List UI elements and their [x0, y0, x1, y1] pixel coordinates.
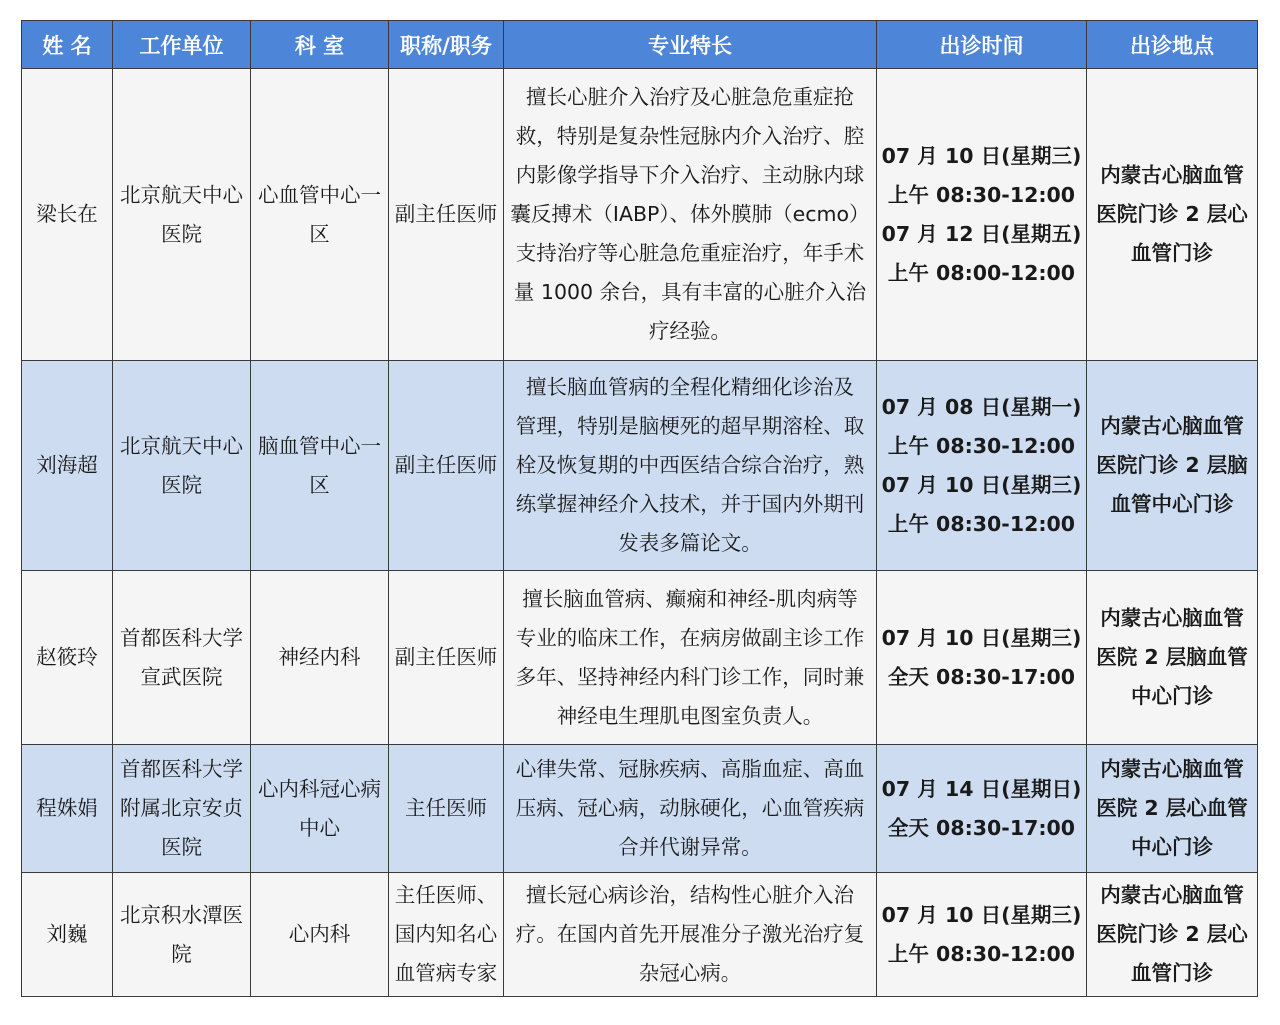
- cell-name-text: [22, 195, 112, 234]
- cell-specialty-text: [504, 368, 876, 563]
- cell-location-line: 医院 2 层心血管: [1096, 796, 1248, 820]
- cell-time-line: 上午 08:30-12:00: [887, 941, 1076, 966]
- cell-location-line: 中心门诊: [1131, 684, 1213, 708]
- cell-time: [877, 873, 1087, 997]
- cell-specialty-line: 压病、冠心病，动脉硬化，心血管疾病: [515, 796, 865, 820]
- cell-dept: [251, 745, 389, 873]
- cell-specialty: [504, 745, 877, 873]
- cell-name-line: 刘巍: [46, 922, 88, 946]
- cell-dept-line: 区: [309, 221, 330, 246]
- cell-unit-text: [113, 619, 250, 697]
- cell-title: [389, 745, 504, 873]
- cell-time: [877, 69, 1087, 361]
- cell-title-line: 副主任医师: [394, 645, 498, 669]
- cell-dept-text: [251, 427, 388, 505]
- cell-title: [389, 69, 504, 361]
- cell-specialty-line: 栓及恢复期的中西医结合综合治疗，熟: [515, 453, 865, 477]
- cell-unit-line: 北京积水潭医: [120, 902, 243, 927]
- cell-unit: [113, 69, 251, 361]
- cell-title: [389, 361, 504, 571]
- table-row: [22, 873, 1258, 997]
- cell-location: [1087, 873, 1258, 997]
- cell-dept-text: [251, 638, 388, 677]
- cell-specialty: [504, 69, 877, 361]
- cell-location-line: 内蒙古心脑血管: [1100, 883, 1244, 907]
- cell-unit-text: [113, 176, 250, 254]
- cell-specialty: [504, 571, 877, 745]
- cell-name-text: [22, 915, 112, 954]
- cell-dept-line: 中心: [299, 815, 340, 840]
- cell-specialty-line: 量 1000 余台，具有丰富的心脏介入治: [513, 280, 867, 304]
- table-header-row: [22, 21, 1258, 69]
- cell-specialty-line: 专业的临床工作，在病房做副主诊工作: [515, 625, 865, 650]
- cell-specialty-line: 内影像学指导下介入治疗、主动脉内球: [515, 163, 865, 187]
- cell-unit: [113, 873, 251, 997]
- cell-location-line: 医院门诊 2 层心: [1096, 922, 1248, 946]
- cell-unit-line: 医院: [161, 472, 202, 497]
- cell-dept: [251, 69, 389, 361]
- cell-location-text: [1087, 407, 1257, 524]
- cell-time-line: 07 月 08 日(星期一): [881, 394, 1082, 419]
- cell-specialty-text: [504, 580, 876, 736]
- cell-name: [22, 873, 113, 997]
- cell-title-line: 血管病专家: [394, 961, 498, 985]
- cell-dept: [251, 571, 389, 745]
- cell-time-line: 07 月 12 日(星期五): [881, 221, 1082, 246]
- header-unit: 工作单位: [113, 21, 251, 69]
- header-name: 姓 名: [22, 21, 113, 69]
- cell-specialty-line: 神经电生理肌电图室负责人。: [556, 703, 824, 728]
- table-row: [22, 745, 1258, 873]
- cell-specialty-line: 救，特别是复杂性冠脉内介入治疗、腔: [515, 124, 865, 148]
- cell-location-line: 医院门诊 2 层心: [1096, 202, 1248, 226]
- cell-unit: [113, 361, 251, 571]
- header-title: 职称/职务: [389, 21, 504, 69]
- header-time: 出诊时间: [877, 21, 1087, 69]
- cell-location-line: 医院 2 层脑血管: [1096, 645, 1248, 669]
- cell-unit-line: 医院: [161, 221, 202, 246]
- cell-specialty-line: 合并代谢异常。: [618, 835, 762, 859]
- cell-time-line: 上午 08:30-12:00: [887, 182, 1076, 207]
- cell-unit-text: [113, 896, 250, 974]
- table-row: [22, 69, 1258, 361]
- cell-time-line: 上午 08:00-12:00: [887, 260, 1076, 285]
- cell-title-text: [389, 876, 503, 993]
- cell-specialty-line: 擅长脑血管病的全程化精细化诊治及: [526, 375, 854, 399]
- cell-unit-line: 北京航天中心: [120, 433, 243, 458]
- cell-specialty-line: 杂冠心病。: [638, 961, 742, 985]
- cell-specialty-line: 擅长脑血管病、癫痫和神经-肌肉病等: [522, 586, 858, 611]
- cell-specialty-line: 擅长心脏介入治疗及心脏急危重症抢: [526, 85, 854, 109]
- cell-unit: [113, 745, 251, 873]
- cell-specialty-line: 心律失常、冠脉疾病、高脂血症、高血: [515, 757, 865, 781]
- cell-title: [389, 873, 504, 997]
- cell-location-line: 血管门诊: [1131, 241, 1213, 265]
- cell-specialty: [504, 361, 877, 571]
- cell-title-line: 主任医师: [405, 796, 487, 820]
- cell-unit-line: 北京航天中心: [120, 182, 243, 207]
- cell-time-text: [877, 388, 1086, 544]
- cell-unit-line: 医院: [161, 835, 202, 859]
- cell-location-text: [1087, 599, 1257, 716]
- cell-time-text: [877, 896, 1086, 974]
- cell-name-text: [22, 446, 112, 485]
- cell-specialty-line: 练掌握神经介入技术，并于国内外期刊: [515, 492, 865, 516]
- cell-location-text: [1087, 876, 1257, 993]
- cell-time-line: 上午 08:30-12:00: [887, 433, 1076, 458]
- cell-dept-line: 神经内科: [278, 645, 361, 669]
- cell-specialty-line: 疗。在国内首先开展准分子激光治疗复: [515, 922, 865, 946]
- cell-dept-line: 心内科: [288, 922, 351, 946]
- table-row: [22, 571, 1258, 745]
- cell-specialty-text: [504, 78, 876, 351]
- cell-unit-line: 首都医科大学: [120, 625, 243, 650]
- cell-dept-text: [251, 176, 388, 254]
- table-row: [22, 361, 1258, 571]
- cell-name-text: [22, 789, 112, 828]
- header-location: 出诊地点: [1087, 21, 1258, 69]
- cell-dept: [251, 873, 389, 997]
- cell-specialty-line: 发表多篇论文。: [618, 531, 762, 555]
- cell-unit-line: 院: [171, 941, 192, 966]
- cell-location-line: 中心门诊: [1131, 835, 1213, 859]
- cell-location: [1087, 361, 1258, 571]
- cell-time-line: 全天 08:30-17:00: [887, 815, 1076, 840]
- cell-unit-text: [113, 427, 250, 505]
- cell-unit-line: 宣武医院: [140, 664, 223, 689]
- cell-location-line: 血管中心门诊: [1110, 492, 1234, 516]
- cell-dept-text: [251, 915, 388, 954]
- cell-unit-line: 附属北京安贞: [120, 796, 243, 820]
- cell-location-line: 血管门诊: [1131, 961, 1213, 985]
- cell-title-text: [389, 195, 503, 234]
- cell-dept-text: [251, 770, 388, 848]
- cell-title-text: [389, 638, 503, 677]
- cell-title: [389, 571, 504, 745]
- cell-location: [1087, 69, 1258, 361]
- cell-dept: [251, 361, 389, 571]
- cell-location-line: 内蒙古心脑血管: [1100, 163, 1244, 187]
- cell-specialty-line: 囊反搏术（IABP）、体外膜肺（ecmo）: [510, 202, 870, 226]
- cell-time-line: 07 月 10 日(星期三): [881, 625, 1082, 650]
- cell-specialty-line: 擅长冠心病诊治，结构性心脏介入治: [526, 883, 854, 907]
- doctor-schedule-table: [21, 20, 1258, 997]
- cell-name-line: 赵筱玲: [36, 645, 98, 669]
- cell-dept-line: 脑血管中心一: [258, 433, 381, 458]
- cell-dept-line: 心内科冠心病: [258, 776, 381, 801]
- cell-name-text: [22, 638, 112, 677]
- cell-title-text: [389, 789, 503, 828]
- cell-name: [22, 745, 113, 873]
- cell-name: [22, 69, 113, 361]
- cell-location-text: [1087, 750, 1257, 867]
- cell-time: [877, 745, 1087, 873]
- cell-time: [877, 571, 1087, 745]
- cell-title-text: [389, 446, 503, 485]
- cell-location-line: 内蒙古心脑血管: [1100, 414, 1244, 438]
- cell-unit: [113, 571, 251, 745]
- schedule-table-wrapper: [21, 20, 1258, 997]
- cell-name: [22, 571, 113, 745]
- cell-time-text: [877, 137, 1086, 293]
- cell-specialty-text: [504, 876, 876, 993]
- cell-title-line: 副主任医师: [394, 453, 498, 477]
- cell-time-line: 07 月 10 日(星期三): [881, 472, 1082, 497]
- cell-unit-text: [113, 750, 250, 867]
- cell-specialty-line: 疗经验。: [649, 319, 731, 343]
- cell-time-line: 07 月 14 日(星期日): [881, 776, 1082, 801]
- cell-time-line: 上午 08:30-12:00: [887, 511, 1076, 536]
- cell-specialty: [504, 873, 877, 997]
- cell-title-line: 国内知名心: [394, 922, 498, 946]
- table-body: [22, 69, 1258, 997]
- cell-time: [877, 361, 1087, 571]
- cell-location-line: 医院门诊 2 层脑: [1096, 453, 1248, 477]
- cell-name-line: 梁长在: [36, 202, 98, 226]
- cell-title-line: 副主任医师: [394, 202, 498, 226]
- header-specialty: 专业特长: [504, 21, 877, 69]
- header-dept: 科 室: [251, 21, 389, 69]
- cell-name-line: 刘海超: [36, 453, 98, 477]
- cell-time-text: [877, 619, 1086, 697]
- cell-location-line: 内蒙古心脑血管: [1100, 606, 1244, 630]
- cell-time-line: 07 月 10 日(星期三): [881, 143, 1082, 168]
- cell-name: [22, 361, 113, 571]
- cell-specialty-text: [504, 750, 876, 867]
- cell-specialty-line: 管理，特别是脑梗死的超早期溶栓、取: [515, 414, 865, 438]
- cell-unit-line: 首都医科大学: [120, 757, 243, 781]
- cell-time-line: 07 月 10 日(星期三): [881, 902, 1082, 927]
- cell-specialty-line: 支持治疗等心脏急危重症治疗，年手术: [515, 241, 865, 265]
- cell-location-line: 内蒙古心脑血管: [1100, 757, 1244, 781]
- cell-specialty-line: 多年、坚持神经内科门诊工作，同时兼: [515, 664, 865, 689]
- cell-dept-line: 心血管中心一: [258, 182, 381, 207]
- cell-time-text: [877, 770, 1086, 848]
- cell-location: [1087, 571, 1258, 745]
- cell-location: [1087, 745, 1258, 873]
- cell-title-line: 主任医师、: [394, 883, 498, 907]
- cell-name-line: 程姝娟: [36, 796, 98, 820]
- cell-time-line: 全天 08:30-17:00: [887, 664, 1076, 689]
- cell-location-text: [1087, 156, 1257, 273]
- cell-dept-line: 区: [309, 472, 330, 497]
